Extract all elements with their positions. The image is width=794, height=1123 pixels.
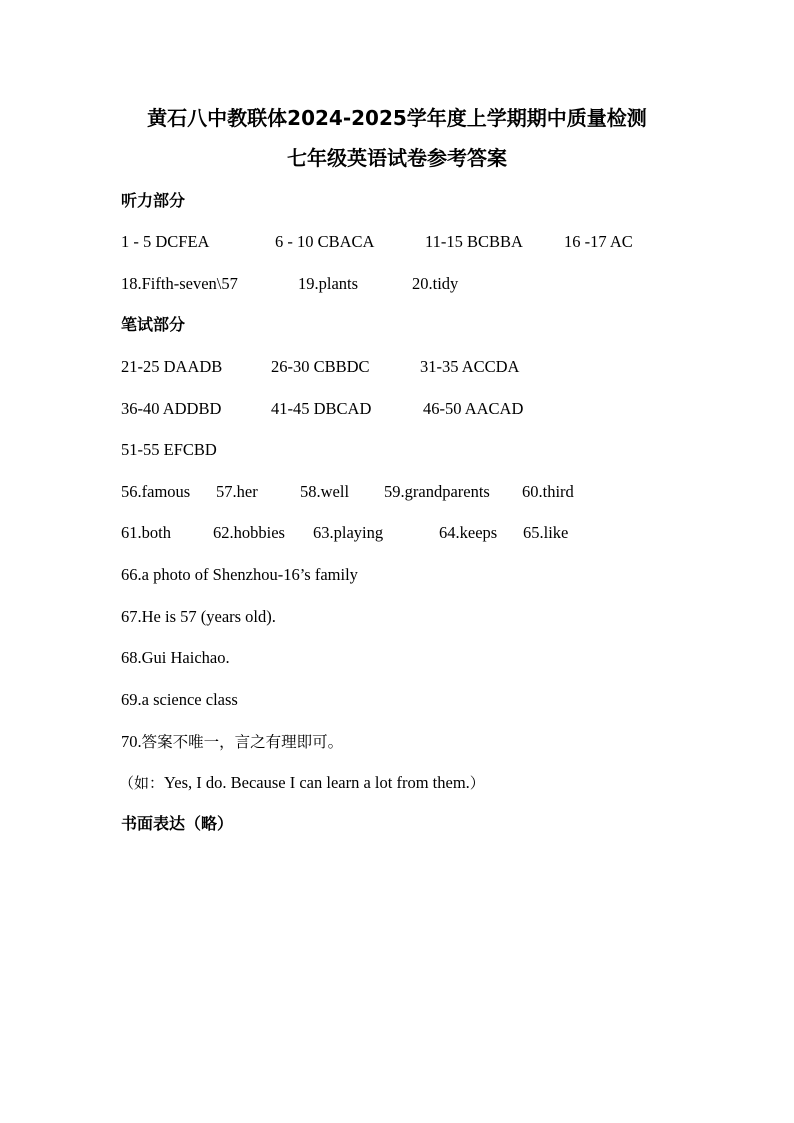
answer-57: 57.her: [216, 482, 258, 501]
answer-58: 58.well: [300, 482, 350, 501]
answers-6-10: 6 - 10 CBACA: [275, 232, 375, 251]
answer-69: 69.a science class: [121, 690, 238, 709]
answer-70-note: 答案不唯一，言之有理即可。: [141, 733, 344, 751]
written-answers-row-3: [121, 439, 741, 461]
answer-20: 20.tidy: [412, 274, 459, 293]
answers-41-45: 41-45 DBCAD: [271, 399, 372, 418]
answer-19: 19.plants: [298, 274, 359, 293]
answers-11-15: 11-15 BCBBA: [425, 232, 523, 251]
answers-26-30: 26-30 CBBDC: [271, 357, 370, 376]
written-answers-row-5: [121, 522, 741, 544]
answers-16-17: 16 -17 AC: [564, 232, 633, 251]
written-answers-row-2: [121, 398, 741, 420]
answer-59: 59.grandparents: [384, 482, 490, 501]
answer-18: 18.Fifth-seven\57: [121, 274, 238, 293]
answer-64: 64.keeps: [439, 523, 498, 542]
answer-70-example: [119, 772, 739, 794]
answers-1-5: 1 - 5 DCFEA: [121, 232, 210, 251]
written-answers-row-4: [121, 481, 741, 503]
answer-61: 61.both: [121, 523, 171, 542]
answer-56: 56.famous: [121, 482, 191, 501]
writing-section-heading: 书面表达（略）: [121, 814, 234, 833]
answer-66: 66.a photo of Shenzhou-16’s family: [121, 565, 358, 584]
answers-51-55: 51-55 EFCBD: [121, 440, 217, 459]
answer-60: 60.third: [522, 482, 574, 501]
answers-36-40: 36-40 ADDBD: [121, 399, 222, 418]
answer-63: 63.playing: [313, 523, 384, 542]
answer-key-subtitle: 七年级英语试卷参考答案: [287, 146, 507, 170]
answers-21-25: 21-25 DAADB: [121, 357, 223, 376]
answers-31-35: 31-35 ACCDA: [420, 357, 520, 376]
listening-answers-row-1: [121, 231, 741, 253]
answers-46-50: 46-50 AACAD: [423, 399, 524, 418]
answer-65: 65.like: [523, 523, 569, 542]
listening-answers-row-2: [121, 273, 741, 295]
answer-67: 67.He is 57 (years old).: [121, 607, 276, 626]
answer-70-number: 70.: [121, 732, 142, 751]
answer-70: [121, 731, 741, 753]
example-text: Yes, I do. Because I can learn a lot from them.: [164, 773, 470, 792]
answer-62: 62.hobbies: [213, 523, 285, 542]
example-close-paren: ）: [469, 774, 485, 792]
exam-title: 黄石八中教联体2024-2025学年度上学期期中质量检测: [147, 106, 647, 130]
listening-section-heading: 听力部分: [121, 191, 186, 210]
written-section-heading: 笔试部分: [121, 315, 186, 334]
written-answers-row-1: [121, 356, 741, 378]
example-open-paren: （如：: [119, 774, 165, 792]
answer-68: 68.Gui Haichao.: [121, 648, 230, 667]
